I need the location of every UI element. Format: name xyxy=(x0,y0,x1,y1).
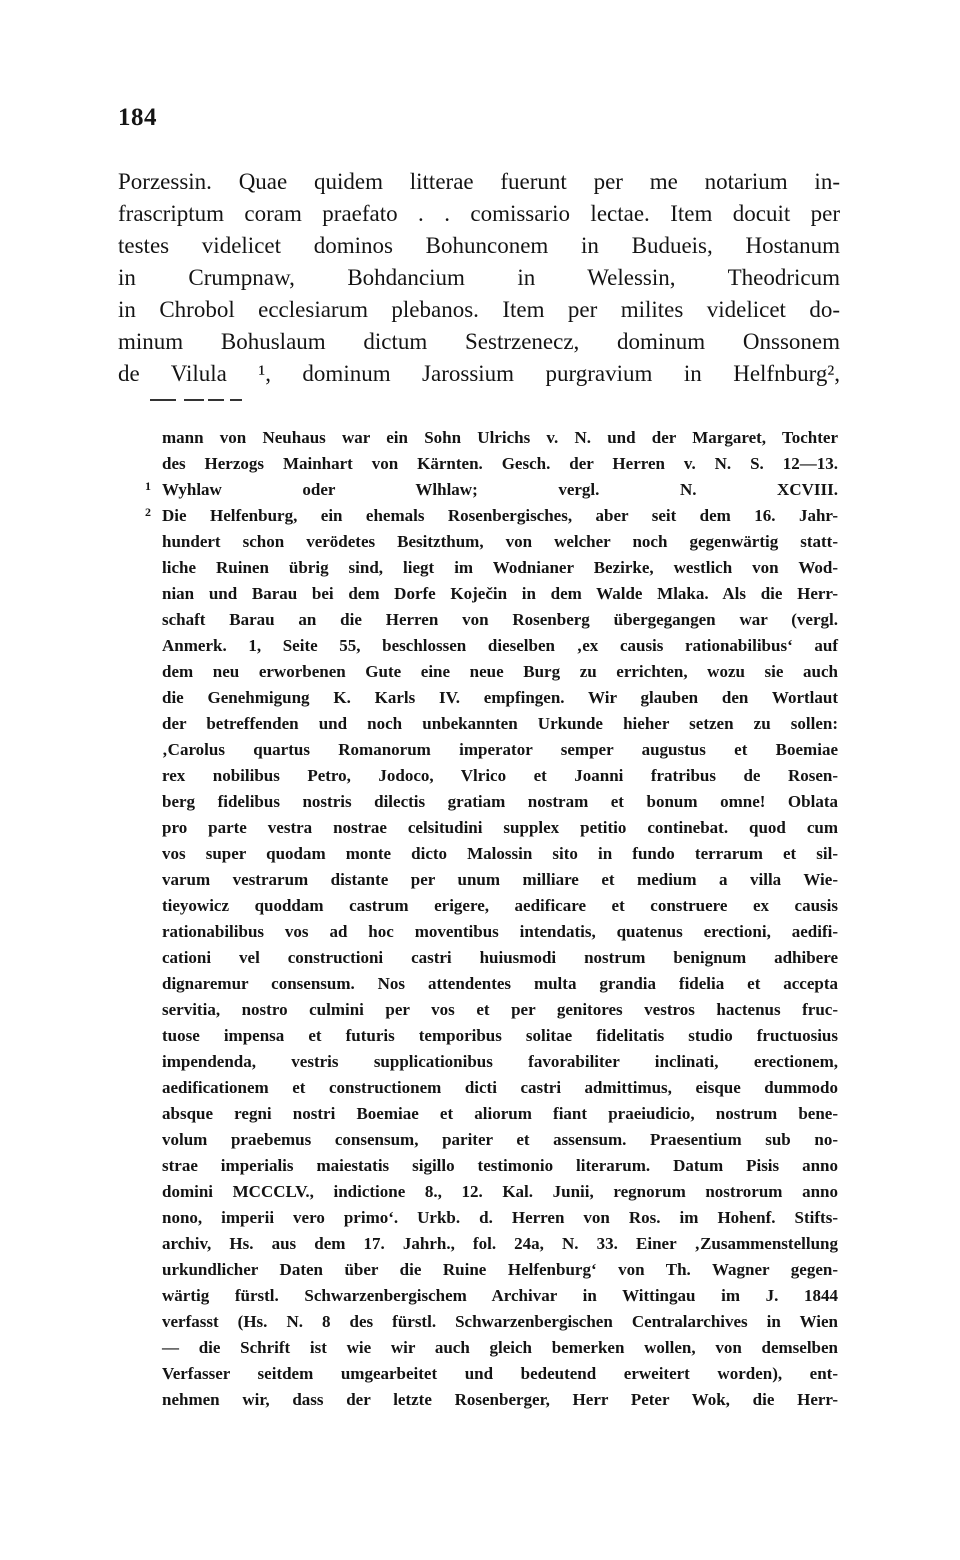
footnote-text: cationi vel constructioni castri huiusmodi nostrum benignum adhibere xyxy=(162,948,838,967)
footnote-line xyxy=(162,867,838,893)
footnote-text: dem neu erworbenen Gute eine neue Burg zu errichten, wozu sie auch xyxy=(162,662,838,681)
footnotes-block xyxy=(145,425,838,1413)
footnote-text: Die Helfenburg, ein ehemals Rosenbergisches, aber seit dem 16. Jahr- xyxy=(162,506,838,525)
main-text-line: testes videlicet dominos Bohunconem in Budueis, Hostanum xyxy=(118,233,841,258)
footnote-line xyxy=(162,1101,838,1127)
footnote-line xyxy=(162,1049,838,1075)
footnote-line xyxy=(162,789,838,815)
footnote-line xyxy=(162,893,838,919)
footnote-line xyxy=(162,1205,838,1231)
footnote-line xyxy=(162,685,838,711)
footnote-text: volum praebemus consensum, pariter et assensum. Praesentium sub no- xyxy=(162,1130,838,1149)
footnote-line xyxy=(162,633,838,659)
footnote-line xyxy=(162,659,838,685)
footnote-line xyxy=(162,1075,838,1101)
main-text-line: Porzessin. Quae quidem litterae fuerunt per me notarium in- xyxy=(118,169,840,194)
footnote-text: rex nobilibus Petro, Jodoco, Vlrico et Joanni fratribus de Rosen- xyxy=(162,766,838,785)
footnote-line xyxy=(162,451,838,477)
footnote-text: verfasst (Hs. N. 8 des fürstl. Schwarzenbergischen Centralarchives in Wien xyxy=(162,1312,838,1331)
footnote-line xyxy=(162,841,838,867)
footnote-text: wärtig fürstl. Schwarzenbergischem Archivar in Wittingau im J. 1844 xyxy=(162,1286,838,1305)
footnote-text: impendenda, vestris supplicationibus favorabiliter inclinati, erectionem, xyxy=(162,1052,838,1071)
footnote-separator xyxy=(150,399,240,403)
footnote-text: domini MCCCLV., indictione 8., 12. Kal. Junii, regnorum nostrorum anno xyxy=(162,1182,838,1201)
footnote-text: des Herzogs Mainhart von Kärnten. Gesch. der Herren v. N. S. 12—13. xyxy=(162,454,838,473)
footnote-text: absque regni nostri Boemiae et aliorum fiant praeiudicio, nostrum bene- xyxy=(162,1104,838,1123)
footnote-line xyxy=(162,1361,838,1387)
footnote-line xyxy=(162,1127,838,1153)
footnote-line xyxy=(162,919,838,945)
page-number: 184 xyxy=(118,104,157,131)
footnote-line xyxy=(162,711,838,737)
footnote-text: liche Ruinen übrig sind, liegt im Wodnianer Bezirke, westlich von Wod- xyxy=(162,558,838,577)
footnote-line xyxy=(162,607,838,633)
footnote-text: varum vestrarum distante per unum milliare et medium a villa Wie- xyxy=(162,870,838,889)
footnote-text: tieyowicz quoddam castrum erigere, aedificare et construere ex causis xyxy=(162,896,838,915)
footnote-line xyxy=(162,555,838,581)
footnote-text: die Genehmigung K. Karls IV. empfingen. Wir glauben den Wortlaut xyxy=(162,688,838,707)
footnote-line xyxy=(162,997,838,1023)
main-text-line: minum Bohuslaum dictum Sestrzenecz, dominum Onssonem xyxy=(118,329,841,354)
footnote-line xyxy=(162,945,838,971)
footnote-text: ‚Carolus quartus Romanorum imperator semper augustus et Boemiae xyxy=(162,740,838,759)
footnote-text: Verfasser seitdem umgearbeitet und bedeutend erweitert worden), ent- xyxy=(162,1364,838,1383)
footnote-line xyxy=(162,1257,838,1283)
footnote-text: vos super quodam monte dicto Malossin sito in fundo terrarum et sil- xyxy=(162,844,838,863)
footnote-line xyxy=(162,815,838,841)
main-text-body xyxy=(118,166,840,390)
footnote-line xyxy=(145,477,838,503)
main-text-line: frascriptum coram praefato . . comissario lectae. Item docuit per xyxy=(118,201,841,226)
main-text-line: in Chrobol ecclesiarum plebanos. Item per milites videlicet do- xyxy=(118,297,841,322)
footnote-text: nian und Barau bei dem Dorfe Koječin in dem Walde Mlaka. Als die Herr- xyxy=(162,584,838,603)
footnote-line xyxy=(162,737,838,763)
footnote-text: Anmerk. 1, Seite 55, beschlossen dieselben ‚ex causis rationabilibus‘ auf xyxy=(162,636,838,655)
footnote-line xyxy=(162,1335,838,1361)
footnote-line xyxy=(162,1387,838,1413)
footnote-line xyxy=(162,581,838,607)
footnote-marker: 2 xyxy=(145,505,151,519)
footnote-line xyxy=(162,763,838,789)
footnote-line xyxy=(162,1023,838,1049)
footnote-line xyxy=(162,1309,838,1335)
footnote-text: strae imperialis maiestatis sigillo testimonio literarum. Datum Pisis anno xyxy=(162,1156,838,1175)
main-text-line: in Crumpnaw, Bohdancium in Welessin, Theodricum xyxy=(118,265,840,290)
main-text-line: de Vilula ¹, dominum Jarossium purgravium in Helfnburg², xyxy=(118,361,840,386)
footnote-text: archiv, Hs. aus dem 17. Jahrh., fol. 24a, N. 33. Einer ‚Zusammenstellung xyxy=(162,1234,838,1253)
footnote-text: berg fidelibus nostris dilectis gratiam nostram et bonum omne! Oblata xyxy=(162,792,838,811)
footnote-text: Wyhlaw oder Wlhlaw; vergl. N. XCVIII. xyxy=(162,480,838,499)
footnote-text: urkundlicher Daten über die Ruine Helfenburg‘ von Th. Wagner gegen- xyxy=(162,1260,838,1279)
footnote-line xyxy=(162,1179,838,1205)
footnote-marker: 1 xyxy=(145,479,151,493)
footnote-text: nehmen wir, dass der letzte Rosenberger, Herr Peter Wok, die Herr- xyxy=(162,1390,838,1409)
footnote-text: der betreffenden und noch unbekannten Urkunde hieher setzen zu sollen: xyxy=(162,714,838,733)
footnote-line xyxy=(162,529,838,555)
footnote-line xyxy=(145,503,838,529)
footnote-text: pro parte vestra nostrae celsitudini supplex petitio continebat. quod cum xyxy=(162,818,838,837)
footnote-text: servitia, nostro culmini per vos et per genitores vestros hactenus fruc- xyxy=(162,1000,838,1019)
footnote-text: rationabilibus vos ad hoc moventibus intendatis, quatenus erectioni, aedifi- xyxy=(162,922,838,941)
footnote-line xyxy=(162,425,838,451)
footnote-text: nono, imperii vero primo‘. Urkb. d. Herren von Ros. im Hohenf. Stifts- xyxy=(162,1208,838,1227)
footnote-line xyxy=(162,1231,838,1257)
footnote-text: hundert schon verödetes Besitzthum, von welcher noch gegenwärtig statt- xyxy=(162,532,838,551)
footnote-text: — die Schrift ist wie wir auch gleich bemerken wollen, von demselben xyxy=(162,1338,838,1357)
footnote-text: dignaremur consensum. Nos attendentes multa grandia fidelia et accepta xyxy=(162,974,838,993)
footnote-text: tuose impensa et futuris temporibus solitae fidelitatis studio fructuosius xyxy=(162,1026,838,1045)
footnote-text: aedificationem et constructionem dicti castri admittimus, eisque dummodo xyxy=(162,1078,838,1097)
footnote-line xyxy=(162,1153,838,1179)
footnote-line xyxy=(162,971,838,997)
footnote-text: mann von Neuhaus war ein Sohn Ulrichs v. N. und der Margaret, Tochter xyxy=(162,428,838,447)
footnote-line xyxy=(162,1283,838,1309)
footnote-text: schaft Barau an die Herren von Rosenberg übergegangen war (vergl. xyxy=(162,610,838,629)
